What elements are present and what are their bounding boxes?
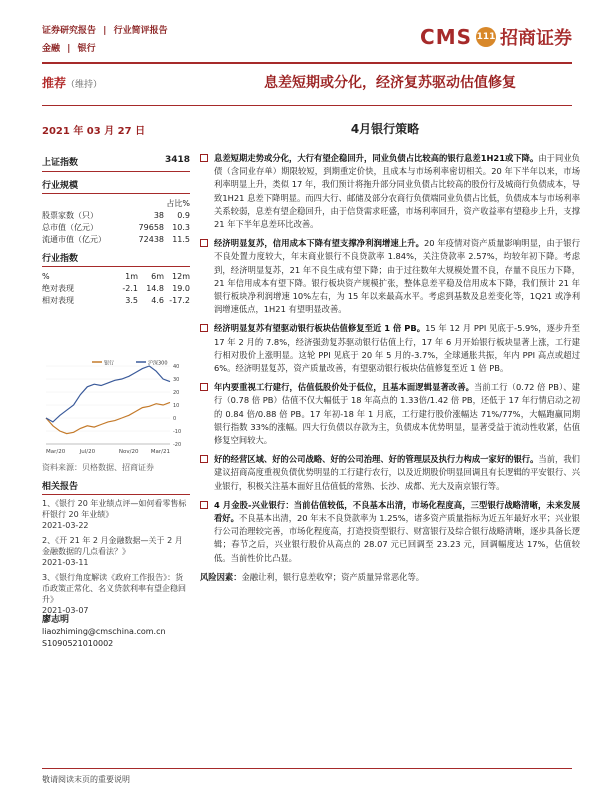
report-category: 证券研究报告 | 行业简评报告 金融 | 银行 bbox=[42, 26, 168, 54]
table-row: 流通市值（亿元） 72438 11.5 bbox=[42, 234, 190, 244]
legend-label: 沪深300 bbox=[148, 360, 168, 367]
table-row: 股票家数（只） 38 0.9 bbox=[42, 210, 190, 220]
x-tick-label: Jul/20 bbox=[79, 449, 96, 455]
paragraph: 4 月金股-兴业银行：当前估值较低，不良基本出清，市场化程度高，三型银行战略清晰，未来发展看好。不良基本出清，20 年末不良贷款率为 1.25%，诸多资产质量指标为近五年最好水平；兴业银行公司治理较完善，市场化程度高，打造投资型银行、财富银行及综合银行战略清晰，逐步具备长逻辑；春节之后，兴业银行股价从高点的 28.07 元已回调至 23.23 元，回调幅度达 17%，估值较低。当前性价比凸显。 bbox=[200, 499, 580, 565]
report-date: 2021 年 03 月 27 日 bbox=[42, 126, 146, 137]
footer-divider bbox=[42, 768, 572, 769]
logo-chinese: 招商证券 bbox=[500, 28, 572, 49]
header-divider bbox=[42, 62, 572, 64]
index-performance-chart bbox=[42, 358, 190, 458]
cms-logo bbox=[420, 24, 572, 50]
report-headline: 息差短期或分化，经济复苏驱动估值修复 bbox=[264, 75, 516, 91]
y-tick-label: -10 bbox=[173, 429, 182, 435]
table-row: 相对表现 3.5 4.6 -17.2 bbox=[42, 295, 190, 305]
sidebar-lower bbox=[42, 462, 190, 620]
table-row: 绝对表现 -2.1 14.8 19.0 bbox=[42, 283, 190, 293]
x-tick-label: Mar/21 bbox=[150, 449, 170, 455]
sector: 金融 bbox=[42, 44, 61, 54]
related-reports-title: 相关报告 bbox=[42, 479, 190, 495]
paragraph: 经济明显复苏有望驱动银行板块估值修复至近 1 倍 PB。15 年 12 月 PPI 见底于-5.9%，逐步升至 17 年 2 月的 7.8%，经济强劲复苏驱动银行估值上行，17 年 6 月开始银行板块显著上涨，工行建行相对股价上涨明显。这轮 PPI 见底于 20 年 5 月的-3.7%，全球通胀共振，年内 PPI 高点或超过 6%。经济明显复苏，资产质量改善，有望驱动银行板块估值修复至近 1 倍 PB。 bbox=[200, 322, 580, 375]
industry-scale-title: 行业规模 bbox=[42, 178, 190, 194]
y-tick-label: 20 bbox=[173, 390, 180, 396]
related-report[interactable]: 1、《银行 20 年业绩点评—如何看零售标杆银行 20 年业绩》 2021-03-22 bbox=[42, 499, 187, 530]
report-subtype: 行业简评报告 bbox=[113, 26, 168, 36]
paragraph: 年内要重视工行建行，估值低股价处于低位，且基本面逻辑显著改善。当前工行（0.72 倍 PB）、建行（0.78 倍 PB）估值不仅大幅低于 18 年高点的 1.33倍/1.42 倍 PB，还低于 17 年行情启动之初的 0.84 倍/0.88 倍 PB。17 年初-18 年 1 月底，工行建行股价涨幅达 71%/77%，大幅跑赢同期银行指数 33%的涨幅。四大行负债以存款为主，负债成本优势明显，显著受益于流动性收紧，估值修复空间较大。 bbox=[200, 381, 580, 447]
headline-divider bbox=[42, 105, 572, 106]
analyst-cert: S1090521010002 bbox=[42, 639, 114, 648]
square-bullet-icon bbox=[200, 239, 208, 247]
table-row: 总市值（亿元） 79658 10.3 bbox=[42, 222, 190, 232]
chart-source: 资料来源：贝格数据、招商证券 bbox=[42, 463, 154, 472]
series-line bbox=[46, 366, 170, 422]
related-report[interactable]: 2、《开 21 年 2 月金融数据—关于 2 月金融数据的几点看法？》 2021-03-11 bbox=[42, 536, 183, 567]
related-report[interactable]: 3、《银行角度解读《政府工作报告》：货币政策正常化、名义贷款利率有望企稳回升》 2021-03-07 bbox=[42, 573, 186, 615]
y-tick-label: 40 bbox=[173, 364, 180, 370]
legend-label: 银行 bbox=[104, 360, 115, 367]
paragraph: 息差短期走势或分化，大行有望企稳回升，同业负债占比较高的银行息差1H21或下降。由于同业负债（含同业存单）期限较短，到期重定价快，且成本与市场利率密切相关。20 年下半年以来，市场利率明显上升，类似 17 年，我们预计将拖升部分同业负债占比较高的股份行及城商行负债成本，导致1H21 息差下降明显。而四大行、邮储及部分农商行负债端同业负债占比低，负债成本与市场利率关系较弱，息差有望企稳回升，由于信贷需求旺盛，市场利率回升，资产收益率有望稳步上升，支撑 21 年下半年息差环比改善。 bbox=[200, 152, 580, 231]
risk-factors: 风险因素：金融让利，银行息差收窄；资产质量异常恶化等。 bbox=[200, 571, 425, 582]
report-type: 证券研究报告 bbox=[42, 26, 97, 36]
sidebar: 上证指数 3418 行业规模 占比% 股票家数（只） 38 0.9 总市值（亿元） 79658 10.3 流通市值（亿元） 72438 11.5 行业指数 % 1m 6m 12m 绝对表现 -2.1 14.8 19.0 相对表现 3.5 4.6 -17.2 bbox=[42, 155, 190, 305]
y-tick-label: -20 bbox=[173, 442, 182, 448]
square-bullet-icon bbox=[200, 324, 208, 332]
logo-latin: CMS bbox=[420, 25, 472, 49]
logo-badge-icon: 111 bbox=[476, 27, 496, 47]
report-subtitle: 4月银行策略 bbox=[350, 122, 420, 136]
paragraph: 经济明显复苏，信用成本下降有望支撑净利润增速上升。20 年疫情对资产质量影响明显，由于银行不良处置力度较大，年末商业银行不良贷款率 1.84%，关注贷款率 2.57%，均较年初下降。考虑到，经济明显复苏，21 年不良生成有望下降；由于过往数年大规模处置不良，存量不良压力下降，21 年信用成本有望下降。银行板块资产规模扩张，整体息差平稳及信用成本下降，我们预计 21 年银行板块净利润增速 10%左右，为 15 年以来最高水平。考虑到基数及息差变化等，1Q21 或净利润增速低点，1H21 有望明显改善。 bbox=[200, 237, 580, 316]
analyst-name: 廖志明 bbox=[42, 615, 70, 625]
analyst-email[interactable]: liaozhiming@cmschina.com.cn bbox=[42, 627, 166, 636]
industry: 银行 bbox=[77, 44, 96, 54]
market-index: 上证指数 3418 bbox=[42, 155, 190, 172]
rating: 推荐（维持） bbox=[42, 76, 103, 90]
y-tick-label: 30 bbox=[173, 377, 180, 383]
x-tick-label: Mar/20 bbox=[46, 449, 66, 455]
square-bullet-icon bbox=[200, 383, 208, 391]
x-tick-label: Nov/20 bbox=[118, 449, 139, 455]
performance-title: 行业指数 bbox=[42, 251, 190, 267]
y-tick-label: 10 bbox=[173, 403, 180, 409]
y-tick-label: 0 bbox=[173, 416, 177, 422]
paragraph: 好的经营区域、好的公司战略、好的公司治理、好的管理层及执行力构成一家好的银行。当前，我们建议招商高度重视负债优势明显的工行建行农行，以及近期股价明显回调且有长逻辑的平安银行、兴业银行，积极关注基本面好且估值低的常熟、长沙、成都、光大及南京银行等。 bbox=[200, 453, 580, 493]
footer-note: 敬请阅读末页的重要说明 bbox=[42, 775, 130, 784]
report-body bbox=[200, 152, 580, 584]
square-bullet-icon bbox=[200, 501, 208, 509]
square-bullet-icon bbox=[200, 455, 208, 463]
square-bullet-icon bbox=[200, 154, 208, 162]
analyst-info bbox=[42, 614, 166, 650]
